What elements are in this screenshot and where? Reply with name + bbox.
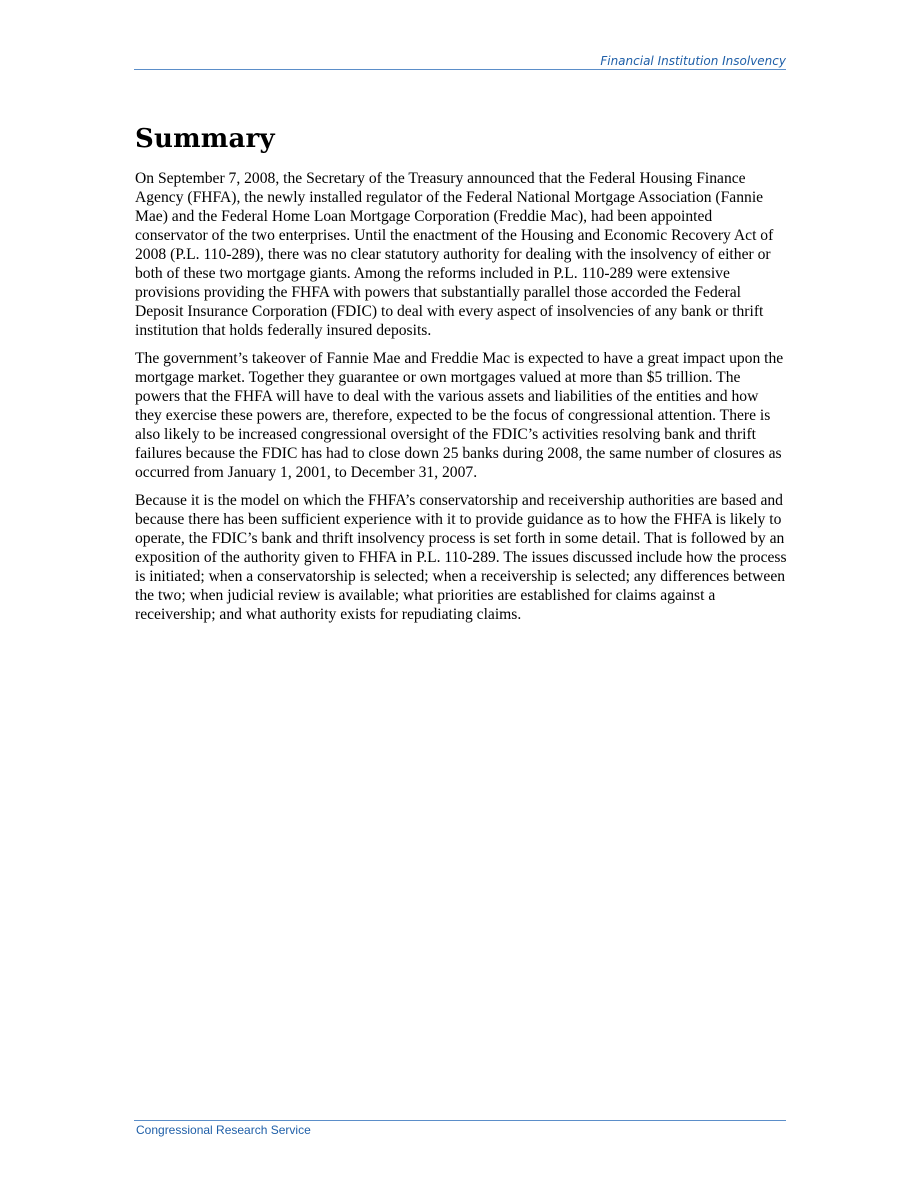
footer-divider — [134, 1120, 786, 1121]
summary-body — [135, 169, 787, 633]
summary-paragraph-3: Because it is the model on which the FHFA’s conservatorship and receivership authorities are based and because there has been sufficient experience with it to provide guidance as to how the FHFA is likely to operate, the FDIC’s bank and thrift insolvency process is set forth in some detail. That is followed by an exposition of the authority given to FHFA in P.L. 110-289. The issues discussed include how the process is initiated; when a conservatorship is selected; when a receivership is selected; any differences between the two; when judicial review is available; what priorities are established for claims against a receivership; and what authority exists for repudiating claims. — [135, 492, 787, 623]
summary-paragraph-2: The government’s takeover of Fannie Mae and Freddie Mac is expected to have a great impact upon the mortgage market. Together they guarantee or own mortgages valued at more than $5 trillion. The powers that the FHFA will have to deal with the various assets and liabilities of the entities and how they exercise these powers are, therefore, expected to be the focus of congressional attention. There is also likely to be increased congressional oversight of the FDIC’s activities resolving bank and thrift failures because the FDIC has had to close down 25 banks during 2008, the same number of closures as occurred from January 1, 2001, to December 31, 2007. — [135, 350, 784, 481]
summary-paragraph-1: On September 7, 2008, the Secretary of the Treasury announced that the Federal Housing Finance Agency (FHFA), the newly installed regulator of the Federal National Mortgage Association (Fannie Mae) and the Federal Home Loan Mortgage Corporation (Freddie Mac), had been appointed conservator of the two enterprises. Until the enactment of the Housing and Economic Recovery Act of 2008 (P.L. 110-289), there was no clear statutory authority for dealing with the insolvency of either or both of these two mortgage giants. Among the reforms included in P.L. 110-289 were extensive provisions providing the FHFA with powers that substantially parallel those accorded the Federal Deposit Insurance Corporation (FDIC) to deal with every aspect of insolvencies of any bank or thrift institution that holds federally insured deposits. — [135, 170, 774, 339]
header-divider — [134, 69, 786, 70]
running-header-title: Financial Institution Insolvency — [600, 54, 786, 68]
footer-publisher: Congressional Research Service — [136, 1123, 311, 1137]
section-heading: Summary — [135, 124, 275, 154]
